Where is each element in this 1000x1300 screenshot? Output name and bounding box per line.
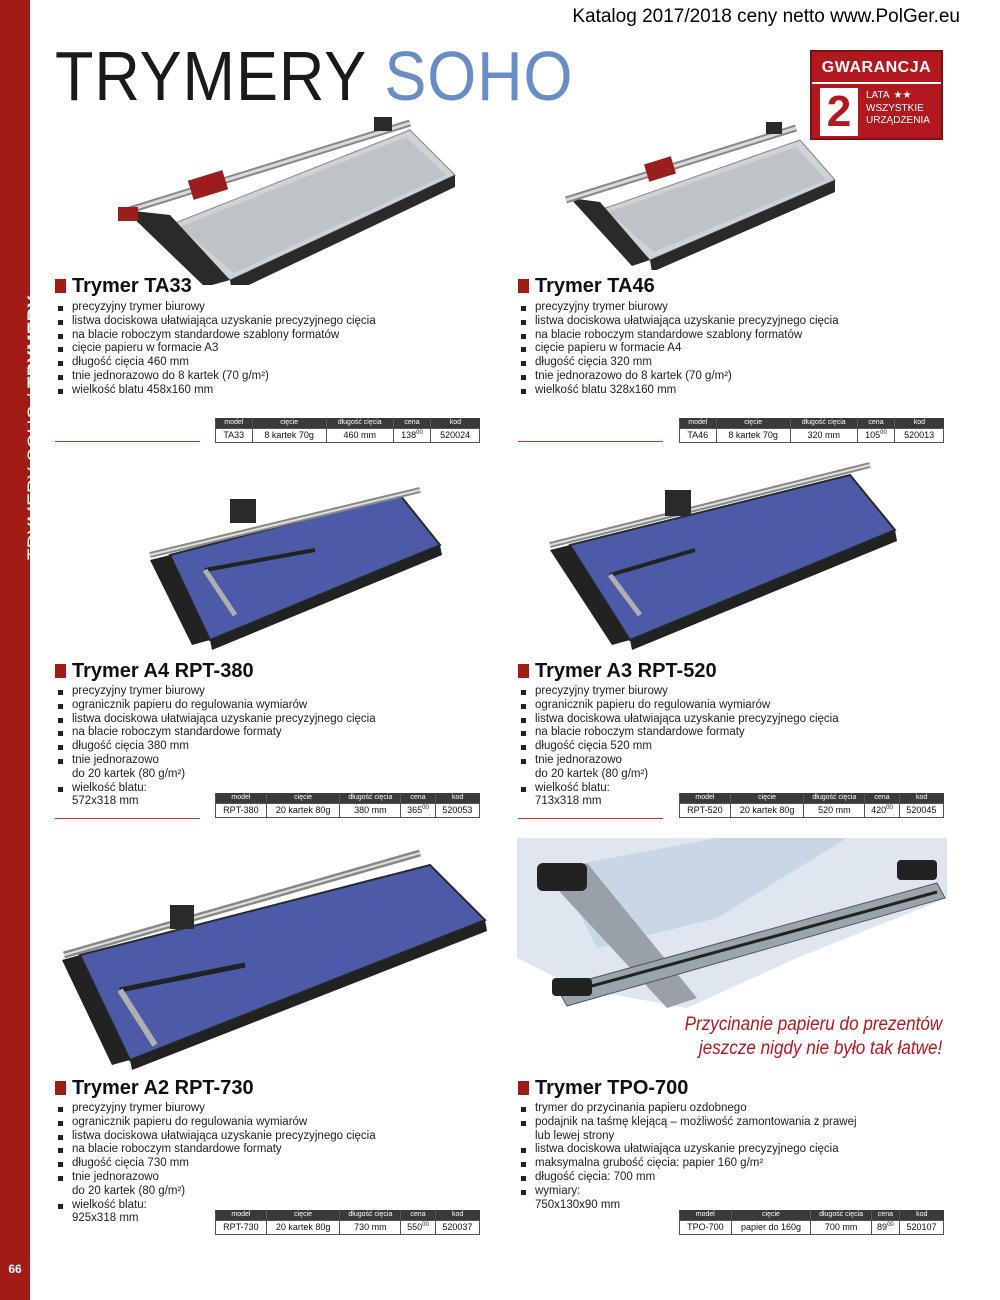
feature-item: listwa dociskowa ułatwiająca uzyskanie precyzyjnego cięcia: [55, 315, 475, 329]
spec-table: [679, 418, 944, 443]
product-image-ta33: [110, 115, 460, 285]
cell-price: [865, 803, 899, 817]
spec-table: [679, 1210, 944, 1235]
cell-length: 730 mm: [340, 1220, 401, 1234]
cell-model: RPT-520: [680, 803, 731, 817]
side-label: [3, 295, 46, 560]
feature-item: tnie jednorazowo do 20 kartek (80 g/m²): [55, 754, 475, 782]
product-title: [518, 660, 717, 683]
col-header: długość cięcia: [811, 1210, 872, 1220]
page-title-part1: TRYMERY: [55, 37, 366, 115]
feature-item: długość cięcia 320 mm: [518, 356, 938, 370]
col-header: długość cięcia: [790, 418, 857, 428]
feature-item: długość cięcia 460 mm: [55, 356, 475, 370]
feature-item: cięcie papieru w formacie A4: [518, 342, 938, 356]
cell-length: 320 mm: [790, 428, 857, 442]
feature-item: na blacie roboczym standardowe szablony formatów: [55, 329, 475, 343]
feature-item: tnie jednorazowo do 8 kartek (70 g/m²): [55, 370, 475, 384]
cell-length: 380 mm: [340, 803, 401, 817]
feature-item: ogranicznik papieru do regulowania wymiarów: [55, 1116, 475, 1130]
feature-list: [518, 1102, 948, 1212]
product-image-ta46: [560, 120, 840, 270]
cell-cut: 20 kartek 80g: [266, 803, 340, 817]
feature-item: długość cięcia: 700 mm: [518, 1171, 948, 1185]
cell-cut: 20 kartek 80g: [266, 1220, 340, 1234]
slogan-line1: Przycinanie papieru do prezentów: [684, 1014, 942, 1035]
cell-length: 700 mm: [811, 1220, 872, 1234]
feature-item: maksymalna grubość cięcia: papier 160 g/m²: [518, 1157, 948, 1171]
col-header: cena: [401, 793, 435, 803]
product-image-rpt-380: [130, 485, 450, 650]
col-header: długość cięcia: [340, 793, 401, 803]
feature-list: [55, 685, 475, 809]
col-header: kod: [895, 418, 944, 428]
bullet-square-icon: [518, 1081, 529, 1095]
warranty-line2: WSZYSTKIE: [866, 102, 924, 114]
product-name: Trymer A4 RPT-380: [72, 660, 254, 682]
feature-list: [55, 301, 475, 398]
cell-model: TA33: [216, 428, 253, 442]
cell-price: [401, 803, 435, 817]
divider-line: [518, 818, 663, 819]
col-header: model: [216, 1210, 267, 1220]
product-image-tpo-700: [517, 838, 947, 1008]
feature-item: precyzyjny trymer biurowy: [55, 1102, 475, 1116]
bullet-square-icon: [518, 664, 529, 678]
feature-item: tnie jednorazowo do 20 kartek (80 g/m²): [55, 1171, 475, 1199]
spec-table: [215, 793, 480, 818]
feature-item: cięcie papieru w formacie A3: [55, 342, 475, 356]
col-header: model: [680, 418, 717, 428]
cell-price: [393, 428, 431, 442]
price-value: 550: [407, 1222, 423, 1232]
cell-code: 520037: [435, 1220, 479, 1234]
divider-line: [55, 818, 200, 819]
product-title: [55, 660, 254, 683]
feature-item: listwa dociskowa ułatwiająca uzyskanie precyzyjnego cięcia: [518, 1143, 948, 1157]
cell-code: 520045: [899, 803, 943, 817]
feature-item: długość cięcia 730 mm: [55, 1157, 475, 1171]
col-header: kod: [435, 1210, 479, 1220]
price-value: 89: [877, 1222, 888, 1232]
feature-item: trymer do przycinania papieru ozdobnego: [518, 1102, 948, 1116]
spec-table: [215, 1210, 480, 1235]
warranty-text: [866, 90, 930, 128]
product-name: Trymer TPO-700: [535, 1077, 689, 1099]
product-title: [55, 1077, 254, 1100]
feature-item: ogranicznik papieru do regulowania wymiarów: [55, 699, 475, 713]
feature-item: wielkość blatu: 925x318 mm: [55, 1199, 475, 1227]
cell-cut: papier do 160g: [731, 1220, 811, 1234]
cell-cut: 8 kartek 70g: [252, 428, 326, 442]
feature-item: długość cięcia 520 mm: [518, 740, 938, 754]
price-value: 365: [407, 805, 423, 815]
col-header: cięcie: [731, 1210, 811, 1220]
feature-item: listwa dociskowa ułatwiająca uzyskanie precyzyjnego cięcia: [55, 713, 475, 727]
cell-price: [401, 1220, 435, 1234]
price-cents: 00: [422, 1222, 429, 1228]
product-title: [518, 275, 655, 298]
warranty-years: 2: [820, 88, 858, 136]
col-header: cięcie: [266, 1210, 340, 1220]
price-cents: 00: [880, 430, 887, 436]
product-name: Trymer TA46: [535, 275, 655, 297]
feature-item: tnie jednorazowo do 8 kartek (70 g/m²): [518, 370, 938, 384]
cell-length: 460 mm: [326, 428, 393, 442]
feature-item: na blacie roboczym standardowe formaty: [55, 726, 475, 740]
col-header: cięcie: [730, 793, 804, 803]
col-header: długość cięcia: [340, 1210, 401, 1220]
feature-list: [55, 1102, 475, 1226]
bullet-square-icon: [55, 664, 66, 678]
feature-item: wielkość blatu: 713x318 mm: [518, 782, 938, 810]
feature-item: precyzyjny trymer biurowy: [518, 301, 938, 315]
col-header: cena: [865, 793, 899, 803]
cell-cut: 20 kartek 80g: [730, 803, 804, 817]
price-value: 105: [865, 430, 881, 440]
feature-item: listwa dociskowa ułatwiająca uzyskanie precyzyjnego cięcia: [55, 1130, 475, 1144]
cell-code: 520107: [899, 1220, 943, 1234]
feature-item: precyzyjny trymer biurowy: [55, 685, 475, 699]
cell-model: RPT-380: [216, 803, 267, 817]
product-image-rpt-520: [540, 455, 900, 650]
cell-code: 520053: [435, 803, 479, 817]
warranty-title: GWARANCJA: [812, 52, 941, 84]
spec-table: [679, 793, 944, 818]
col-header: długość cięcia: [326, 418, 393, 428]
feature-item: tnie jednorazowo do 20 kartek (80 g/m²): [518, 754, 938, 782]
product-image-rpt-730: [60, 835, 490, 1070]
warranty-line3: URZĄDZENIA: [866, 115, 930, 126]
feature-item: listwa dociskowa ułatwiająca uzyskanie precyzyjnego cięcia: [518, 315, 938, 329]
col-header: model: [680, 1210, 732, 1220]
price-value: 420: [871, 805, 887, 815]
side-label-bold: TRYMERY: [25, 295, 46, 389]
feature-item: długość cięcia 380 mm: [55, 740, 475, 754]
col-header: długość cięcia: [804, 793, 865, 803]
col-header: cięcie: [716, 418, 790, 428]
col-header: cena: [871, 1210, 899, 1220]
col-header: model: [216, 418, 253, 428]
star-icon: ★★: [893, 90, 912, 101]
feature-item: wielkość blatu 328x160 mm: [518, 384, 938, 398]
col-header: kod: [899, 793, 943, 803]
side-bar: [0, 0, 30, 1300]
page-title-part2: SOHO: [384, 37, 574, 115]
bullet-square-icon: [518, 279, 529, 293]
spec-table: [215, 418, 480, 443]
col-header: kod: [899, 1210, 943, 1220]
slogan: [684, 1013, 942, 1061]
product-title: [55, 275, 192, 298]
feature-item: precyzyjny trymer biurowy: [518, 685, 938, 699]
cell-cut: 8 kartek 70g: [716, 428, 790, 442]
feature-item: na blacie roboczym standardowe formaty: [55, 1143, 475, 1157]
cell-model: TPO-700: [680, 1220, 732, 1234]
price-cents: 00: [422, 805, 429, 811]
feature-item: na blacie roboczym standardowe szablony formatów: [518, 329, 938, 343]
col-header: cena: [401, 1210, 435, 1220]
feature-item: na blacie roboczym standardowe formaty: [518, 726, 938, 740]
col-header: model: [216, 793, 267, 803]
product-name: Trymer A2 RPT-730: [72, 1077, 254, 1099]
cell-length: 520 mm: [804, 803, 865, 817]
feature-item: ogranicznik papieru do regulowania wymiarów: [518, 699, 938, 713]
slogan-line2: jeszcze nigdy nie było tak łatwe!: [698, 1038, 942, 1059]
price-cents: 00: [887, 1222, 894, 1228]
feature-item: wielkość blatu 458x160 mm: [55, 384, 475, 398]
divider-line: [518, 441, 663, 442]
col-header: cięcie: [252, 418, 326, 428]
feature-list: [518, 685, 938, 809]
feature-item: wielkość blatu: 572x318 mm: [55, 782, 475, 810]
col-header: cena: [393, 418, 431, 428]
col-header: cena: [857, 418, 895, 428]
cell-code: 520024: [431, 428, 480, 442]
col-header: cięcie: [266, 793, 340, 803]
feature-item: listwa dociskowa ułatwiająca uzyskanie precyzyjnego cięcia: [518, 713, 938, 727]
price-value: 138: [401, 430, 417, 440]
col-header: kod: [431, 418, 480, 428]
product-name: Trymer TA33: [72, 275, 192, 297]
feature-list: [518, 301, 938, 398]
bullet-square-icon: [55, 1081, 66, 1095]
page-number: 66: [8, 1262, 22, 1276]
side-label-normal: TRYMERY SOHO /: [25, 388, 46, 560]
feature-item: podajnik na taśmę klejącą – możliwość zamontowania z prawej lub lewej strony: [518, 1116, 948, 1144]
product-title: [518, 1077, 688, 1100]
product-name: Trymer A3 RPT-520: [535, 660, 717, 682]
col-header: model: [680, 793, 731, 803]
price-cents: 00: [416, 430, 423, 436]
cell-code: 520013: [895, 428, 944, 442]
divider-line: [55, 441, 200, 442]
price-cents: 00: [886, 805, 893, 811]
col-header: kod: [435, 793, 479, 803]
page-title: [55, 36, 573, 116]
warranty-line1: LATA: [866, 90, 890, 101]
bullet-square-icon: [55, 279, 66, 293]
cell-price: [871, 1220, 899, 1234]
cell-price: [857, 428, 895, 442]
cell-model: RPT-730: [216, 1220, 267, 1234]
feature-item: precyzyjny trymer biurowy: [55, 301, 475, 315]
feature-item: wymiary: 750x130x90 mm: [518, 1185, 948, 1213]
cell-model: TA46: [680, 428, 717, 442]
catalog-header: Katalog 2017/2018 ceny netto www.PolGer.eu: [572, 6, 960, 27]
